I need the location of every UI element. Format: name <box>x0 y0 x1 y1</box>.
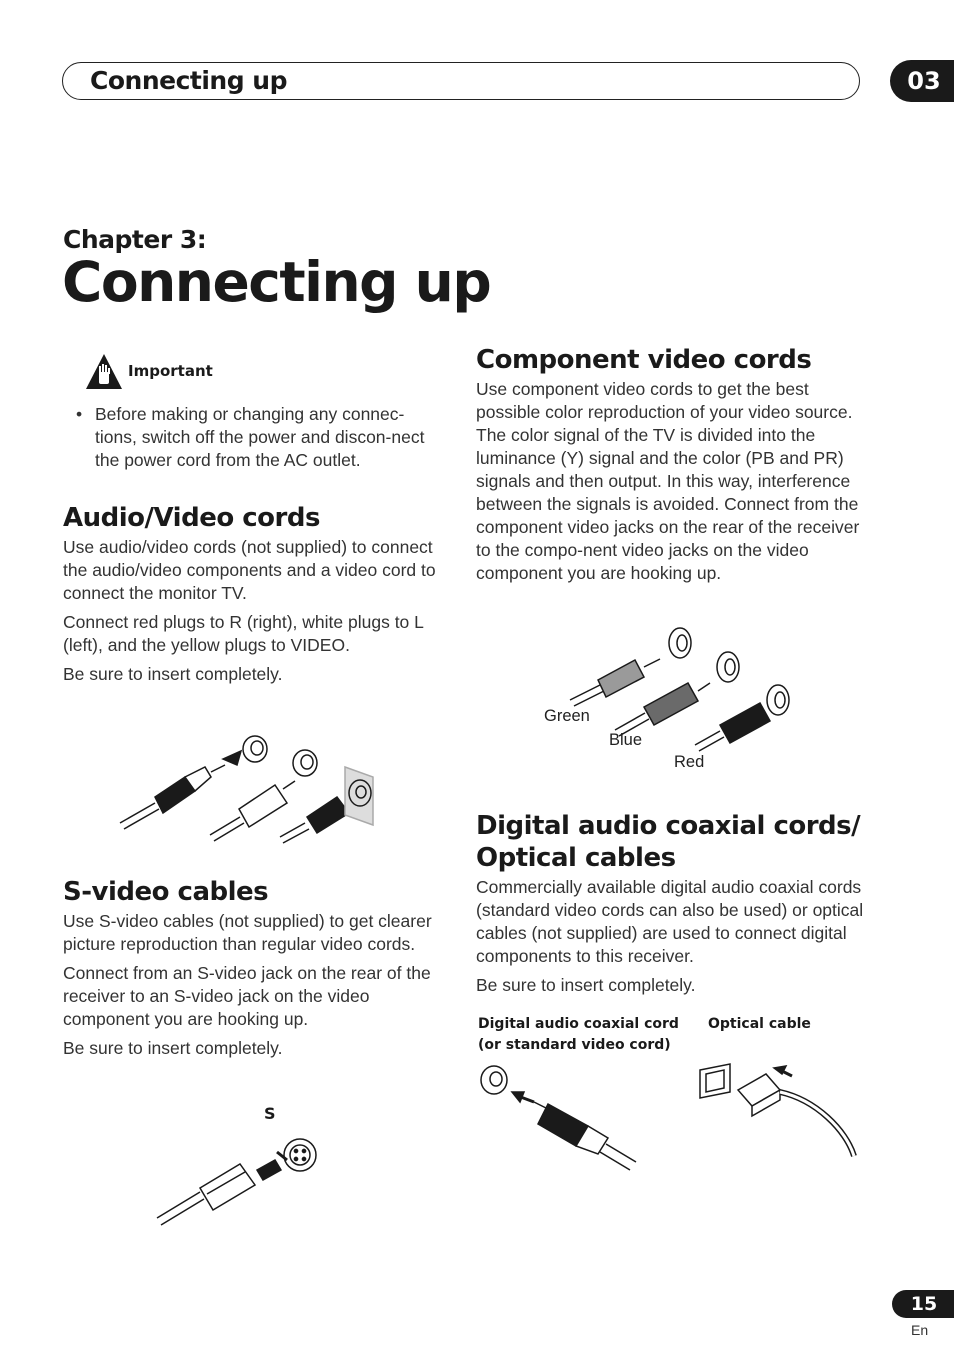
optical-cable-illustration <box>696 1060 861 1165</box>
audio-video-paragraph-2: Connect red plugs to R (right), white plugs to L (left), and the yellow plugs to VIDEO. <box>63 612 424 655</box>
svideo-section <box>63 876 448 1060</box>
digital-heading-line-1: Digital audio coaxial cords/ <box>476 811 861 841</box>
digital-paragraph-2: Be sure to insert completely. <box>476 975 696 995</box>
component-section <box>476 344 866 585</box>
component-heading: Component video cords <box>476 345 812 375</box>
audio-video-paragraph-1: Use audio/video cords (not supplied) to connect the audio/video components and a video cord to connect the monitor TV. <box>63 537 436 603</box>
component-paragraph: Use component video cords to get the best possible color reproduction of your video source. The color signal of the TV is divided into the luminance (Y) signal and the color (PB and PR) signals and then output. In this way, interference between the signals is avoided. Connect from the component video jacks on the rear of the receiver to the compo-nent video jacks on the video component you are hooking up. <box>476 379 860 583</box>
optical-cable-caption: Optical cable <box>708 1016 811 1032</box>
digital-heading-line-2: Optical cables <box>476 843 676 873</box>
important-bullet <box>76 403 446 472</box>
chapter-title: Connecting up <box>62 250 491 314</box>
coaxial-caption-line-1: Digital audio coaxial cord <box>478 1016 679 1032</box>
important-bullet-text: Before making or changing any connec-tions, switch off the power and discon-nect the power cord from the AC outlet. <box>95 404 425 470</box>
svideo-heading: S-video cables <box>63 877 269 907</box>
audio-video-cords-illustration <box>115 725 385 845</box>
digital-audio-section <box>476 810 866 997</box>
component-cords-illustration <box>560 625 800 755</box>
audio-video-heading: Audio/Video cords <box>63 503 320 533</box>
svideo-jack-label: S <box>264 1104 276 1123</box>
chapter-number-badge: 03 <box>890 60 954 102</box>
coaxial-cord-caption <box>478 1014 679 1056</box>
warning-hand-icon <box>84 352 124 392</box>
audio-video-section <box>63 502 448 686</box>
audio-video-paragraph-3: Be sure to insert completely. <box>63 664 283 684</box>
svideo-paragraph-3: Be sure to insert completely. <box>63 1038 283 1058</box>
running-header-title: Connecting up <box>90 66 288 95</box>
svideo-paragraph-2: Connect from an S-video jack on the rear of the receiver to an S-video jack on the video component you are hooking up. <box>63 963 431 1029</box>
page-number-badge: 15 <box>892 1290 954 1318</box>
bullet-dot: • <box>76 404 83 424</box>
svideo-cable-illustration <box>155 1130 325 1230</box>
language-code: En <box>911 1322 929 1338</box>
red-plug-label: Red <box>674 753 705 771</box>
digital-paragraph-1: Commercially available digital audio coaxial cords (standard video cords can also be used) or optical cables (not supplied) are used to connect digital components to this receiver. <box>476 877 864 966</box>
blue-plug-label: Blue <box>609 731 643 749</box>
svideo-paragraph-1: Use S-video cables (not supplied) to get clearer picture reproduction than regular video cords. <box>63 911 432 954</box>
coaxial-cord-illustration <box>478 1062 648 1172</box>
coaxial-caption-line-2: (or standard video cord) <box>478 1037 671 1053</box>
green-plug-label: Green <box>544 707 590 725</box>
important-label: Important <box>128 362 213 380</box>
chapter-label: Chapter 3: <box>63 225 207 254</box>
